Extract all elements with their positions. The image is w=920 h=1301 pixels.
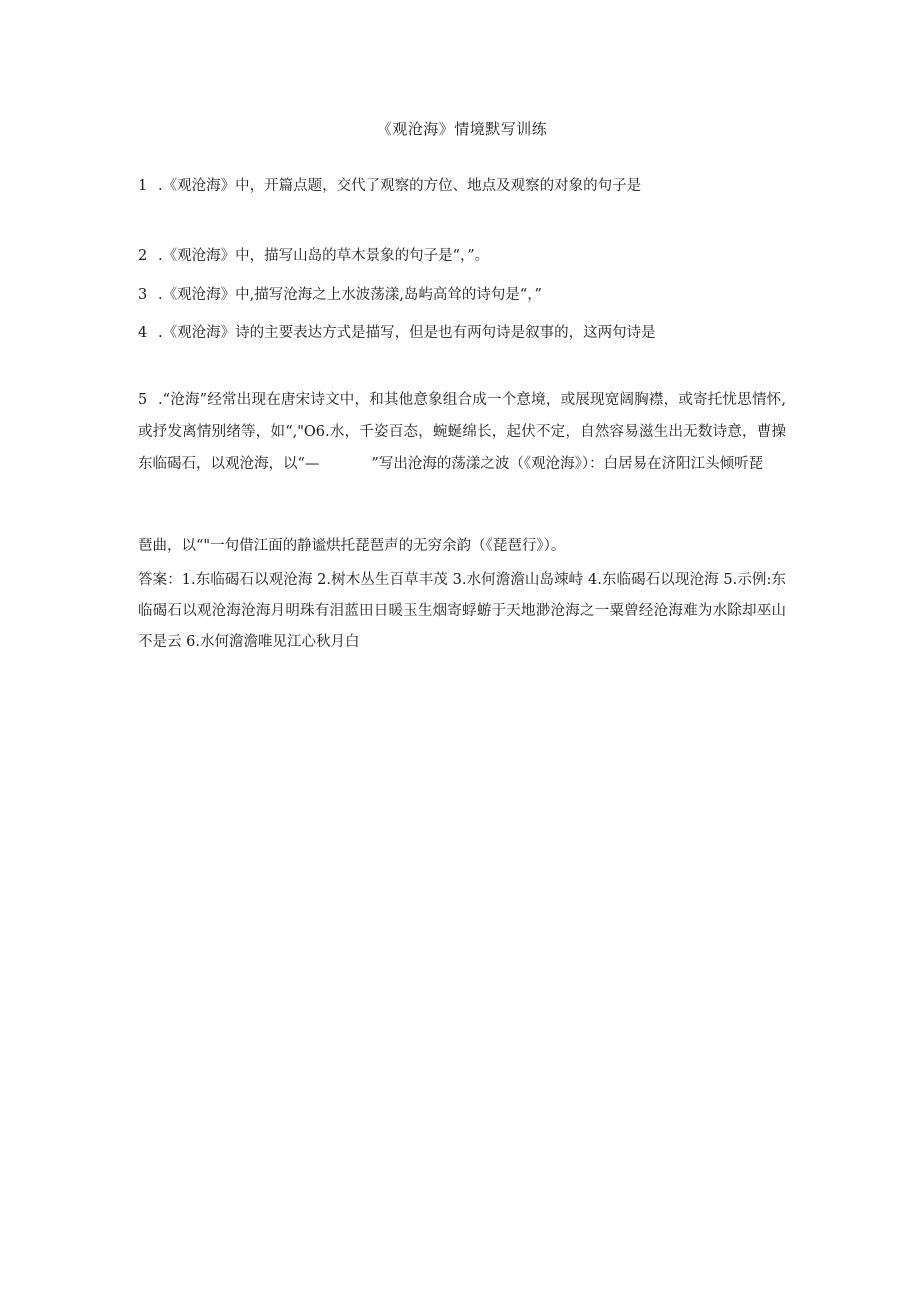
question-text: .《观沧海》中,描写沧海之上水波荡漾,岛屿高耸的诗句是“，” <box>158 287 542 303</box>
question-text: .《观沧海》中，开篇点题，交代了观察的方位、地点及观察的对象的句子是 <box>158 178 642 194</box>
question-text: .《观沧海》诗的主要表达方式是描写，但是也有两句诗是叙事的，这两句诗是 <box>158 325 656 341</box>
question-4 <box>138 318 786 348</box>
question-number: 3 <box>138 287 148 303</box>
document-title: 《观沧海》情境默写训练 <box>376 120 548 138</box>
question-number: 4 <box>138 325 148 341</box>
question-5 <box>138 384 786 480</box>
question-5-continuation: 琶曲，以“"一句借江面的静谧烘托琵琶声的无穷余韵（《琵琶行》）。 <box>138 538 566 554</box>
answer-key: 答案：1.东临碣石以观沧海 2.树木丛生百草丰茂 3.水何澹澹山岛竦峙 4.东临碣石以现沧海 5.示例:东临碣石以观沧海沧海月明珠有泪蓝田日暖玉生烟寄蜉蝣于天地渺沧海之一粟曾经沧海难为水除却巫山不是云 6.水何澹澹唯见江心秋月白 <box>138 572 786 650</box>
question-number: 2 <box>138 248 148 264</box>
question-number: 1 <box>138 178 148 194</box>
question-text-part-2: ”写出沧海的荡漾之波（《观沧海》）：白居易在济阳江头倾听琵 <box>371 456 764 472</box>
question-1 <box>138 171 786 201</box>
question-text-part-1: .“沧海”经常出现在唐宋诗文中，和其他意象组合成一个意境，或展现宽阔胸襟，或寄托忧思情怀,或抒发离情别绪等，如“,"O6.水，千姿百态，蜿蜒绵长，起伏不定，自然容易滋生出无数诗意，曹操东临碣石，以观沧海，以“— <box>138 392 786 472</box>
question-3 <box>138 280 786 310</box>
question-number: 5 <box>138 392 148 408</box>
question-text: .《观沧海》中，描写山岛的草木景象的句子是“，”。 <box>158 248 490 264</box>
question-2 <box>138 241 786 271</box>
